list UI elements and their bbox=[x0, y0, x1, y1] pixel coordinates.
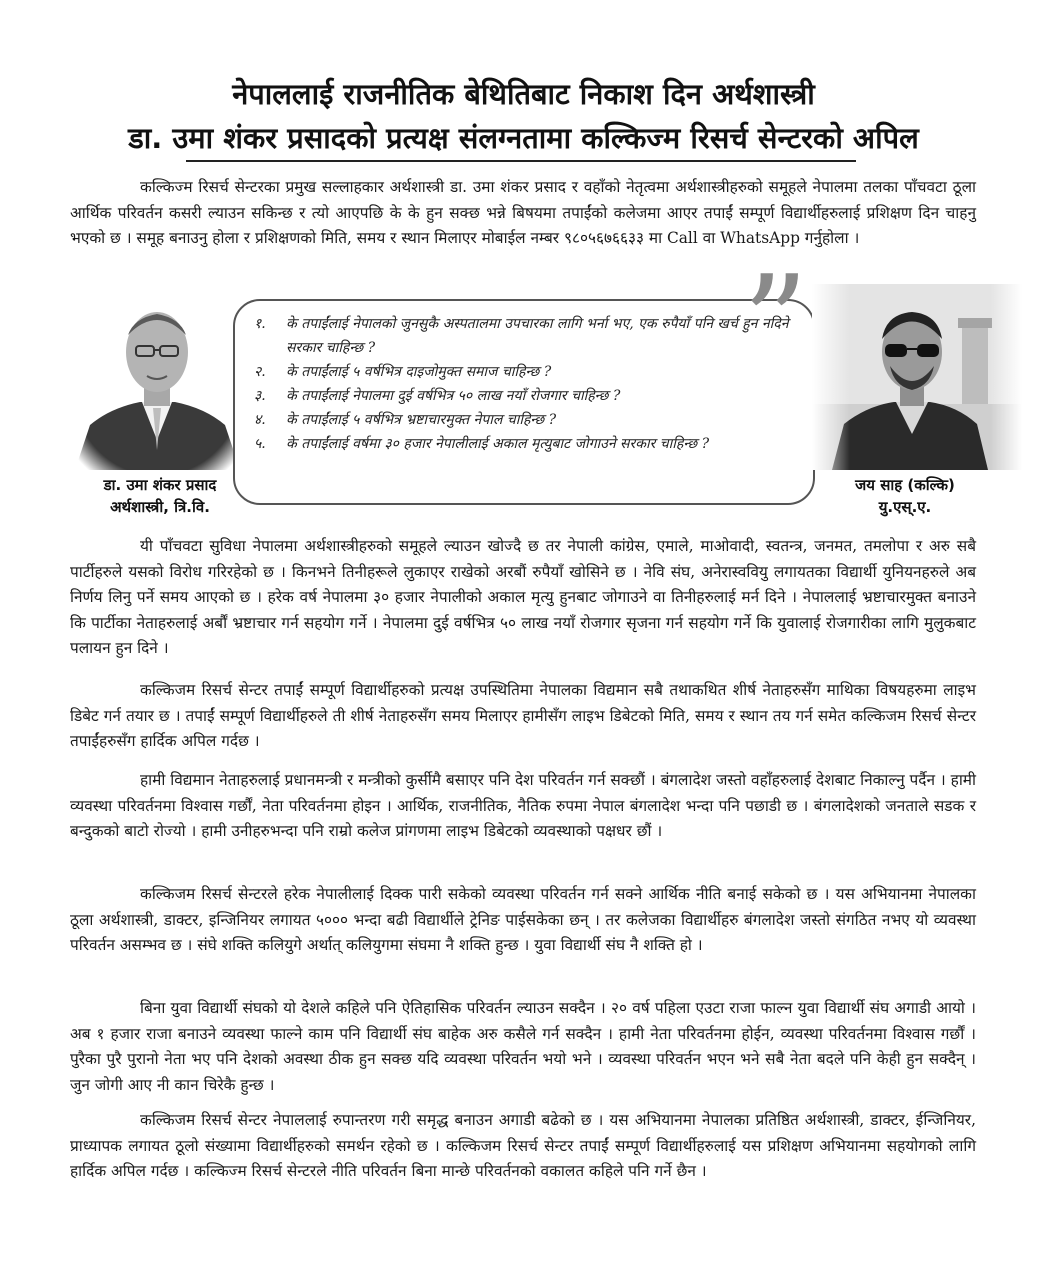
quote-mark-icon: ” bbox=[742, 247, 809, 399]
portrait-uma-shankar-prasad bbox=[70, 290, 245, 470]
headline-line-2: डा. उमा शंकर प्रसादको प्रत्यक्ष संलग्नतामा कल्किज्म रिसर्च सेन्टरको अपिल bbox=[128, 121, 919, 155]
question-item: ३. के तपाईंलाई नेपालमा दुई वर्षभित्र ५० लाख नयाँ रोजगार चाहिन्छ ? bbox=[254, 388, 621, 404]
right-caption-name: जय साह (कल्कि) bbox=[855, 476, 955, 494]
question-item: ४. के तपाईंलाई ५ वर्षभित्र भ्रष्टाचारमुक्त नेपाल चाहिन्छ ? bbox=[254, 412, 557, 428]
headline-line-1: नेपाललाई राजनीतिक बेथितिबाट निकाश दिन अर्थशास्त्री bbox=[232, 77, 815, 111]
left-caption-role: अर्थशास्त्री, त्रि.वि. bbox=[110, 498, 210, 516]
left-caption-name: डा. उमा शंकर प्रसाद bbox=[103, 476, 217, 494]
right-caption bbox=[820, 474, 990, 518]
body-paragraph-5: बिना युवा विद्यार्थी संघको यो देशले कहिले पनि ऐतिहासिक परिवर्तन ल्याउन सक्दैन । २० वर्ष पहिला एउटा राजा फाल्न युवा विद्यार्थी संघ अगाडी आयो । अब १ हजार राजा बनाउने व्यवस्था फाल्ने काम पनि विद्यार्थी संघ बाहेक अरु कसैले गर्न सक्दैन । हामी नेता परिवर्तनमा होईन, व्यवस्था परिवर्तनमा विश्वास गर्छौं । पुरैका पुरै पुरानो नेता भए पनि देशको अवस्था ठीक हुन सक्छ यदि व्यवस्था परिवर्तन भयो भने । व्यवस्था परिवर्तन भएन भने सबै नेता बदले पनि केही हुन सक्दैन् । जुन जोगी आए नी कान चिरेकै हुन्छ । bbox=[70, 999, 976, 1094]
body-paragraph-3: हामी विद्यमान नेताहरुलाई प्रधानमन्त्री र मन्त्रीको कुर्सीमै बसाएर पनि देश परिवर्तन गर्न सक्छौं । बंगलादेश जस्तो वहाँहरुलाई देशबाट निकाल्नु पर्दैन । हामी व्यवस्था परिवर्तनमा विश्वास गर्छौं, नेता परिवर्तनमा होइन । आर्थिक, राजनीतिक, नैतिक रुपमा नेपाल बंगलादेश भन्दा पनि पछाडी छ । बंगलादेशको जनताले सडक र बन्दुकको बाटो रोज्यो । हामी उनीहरुभन्दा पनि राम्रो कलेज प्रांगणमा लाइभ डिबेटको व्यवस्थाको पक्षधर छौं । bbox=[70, 771, 976, 841]
body-paragraph-6: कल्किजम रिसर्च सेन्टर नेपाललाई रुपान्तरण गरी समृद्ध बनाउन अगाडी बढेको छ । यस अभियानमा नेपालका प्रतिष्ठित अर्थशास्त्री, डाक्टर, ईन्जिनियर, प्राध्यापक लगायत ठूलो संख्यामा विद्यार्थीहरुको समर्थन रहेको छ । कल्किजम रिसर्च सेन्टर तपाईं सम्पूर्ण विद्यार्थीहरुलाई यस प्रशिक्षण अभियानमा सहयोगको लागि हार्दिक अपिल गर्दछ । कल्किज्म रिसर्च सेन्टरले नीति परिवर्तन बिना मान्छे परिवर्तनको वकालत कहिले पनि गर्ने छैन । bbox=[70, 1111, 976, 1181]
portrait-jay-sah bbox=[812, 284, 1022, 470]
body-paragraph-2: कल्किजम रिसर्च सेन्टर तपाईं सम्पूर्ण विद्यार्थीहरुको प्रत्यक्ष उपस्थितिमा नेपालका विद्यमान सबै तथाकथित शीर्ष नेताहरुसँग माथिका विषयहरुमा लाइभ डिबेट गर्न तयार छ । तपाईं सम्पूर्ण विद्यार्थीहरुले ती शीर्ष नेताहरुसँग समय मिलाएर हामीसँग लाइभ डिबेटको मिति, समय र स्थान तय गर्न समेत कल्किजम रिसर्च सेन्टर तपाईंहरुसँग हार्दिक अपिल गर्दछ । bbox=[70, 681, 976, 751]
right-caption-role: यु.एस्.ए. bbox=[878, 498, 932, 516]
body-paragraph-4: कल्किजम रिसर्च सेन्टरले हरेक नेपालीलाई दिक्क पारी सकेको व्यवस्था परिवर्तन गर्न सक्ने आर्थिक नीति बनाई सकेको छ । यस अभियानमा नेपालका ठूला अर्थशास्त्री, डाक्टर, इन्जिनियर लगायत ५००० भन्दा बढी विद्यार्थीले ट्रेनिङ पाईसकेका छन् । तर कलेजका विद्यार्थीहरु बंगलादेश जस्तो संगठित नभए यो व्यवस्था परिवर्तन असम्भव छ । संघे शक्ति कलियुगे अर्थात् कलियुगमा संघमा नै शक्ति हुन्छ । युवा विद्यार्थी संघ नै शक्ति हो । bbox=[70, 885, 976, 955]
question-item: ५. के तपाईंलाई वर्षमा ३० हजार नेपालीलाई अकाल मृत्युबाट जोगाउने सरकार चाहिन्छ ? bbox=[254, 436, 710, 452]
question-item: १. के तपाईंलाई नेपालको जुनसुकै अस्पतालमा उपचारका लागि भर्ना भए, एक रुपैयाँ पनि खर्च हुन नदिने सरकार चाहिन्छ ? bbox=[254, 316, 789, 356]
questions-list bbox=[250, 312, 810, 456]
headline-underline bbox=[186, 160, 856, 162]
body-paragraph-1: यी पाँचवटा सुविधा नेपालमा अर्थशास्त्रीहरुको समूहले ल्याउन खोज्दै छ तर नेपाली कांग्रेस, एमाले, माओवादी, स्वतन्त्र, जनमत, तमलोपा र अरु सबै पार्टीहरुले यसको विरोध गरिरहेको छ । किनभने तिनीहरूले लुकाएर राखेको अरबौं रुपैयाँ खोसिने छ । नेवि संघ, अनेरास्ववियु लगायतका विद्यार्थी युनियनहरुले अब निर्णय लिनु पर्ने समय आएको छ । हरेक वर्ष नेपालमा ३० हजार नेपालीको अकाल मृत्यु हुनबाट जोगाउने वा तिनीहरुलाई मर्न दिने । नेपाललाई भ्रष्टाचारमुक्त बनाउने कि पार्टीका नेताहरुलाई अर्बौं भ्रष्टाचार गर्न सहयोग गर्ने । नेपालमा दुई वर्षभित्र ५० लाख नयाँ रोजगार सृजना गर्न सहयोग गर्ने कि युवालाई रोजगारीका लागि मुलुकबाट पलायन हुन दिने । bbox=[70, 537, 976, 658]
question-item: २. के तपाईंलाई ५ वर्षभित्र दाइजोमुक्त समाज चाहिन्छ ? bbox=[254, 364, 552, 380]
intro-paragraph: कल्किज्म रिसर्च सेन्टरका प्रमुख सल्लाहकार अर्थशास्त्री डा. उमा शंकर प्रसाद र वहाँको नेतृत्वमा अर्थशास्त्रीहरुको समूहले नेपालमा तलका पाँचवटा ठूला आर्थिक परिवर्तन कसरी ल्याउन सकिन्छ र त्यो आएपछि के के हुन सक्छ भन्ने बिषयमा तपाईंको कलेजमा आएर तपाईं सम्पूर्ण विद्यार्थीहरुलाई प्रशिक्षण दिन चाहनु भएको छ । समूह बनाउनु होला र प्रशिक्षणको मिति, समय र स्थान मिलाएर मोबाईल नम्बर ९८०५६७६६३३ मा Call वा WhatsApp गर्नुहोला । bbox=[70, 178, 976, 248]
left-caption bbox=[60, 474, 260, 518]
